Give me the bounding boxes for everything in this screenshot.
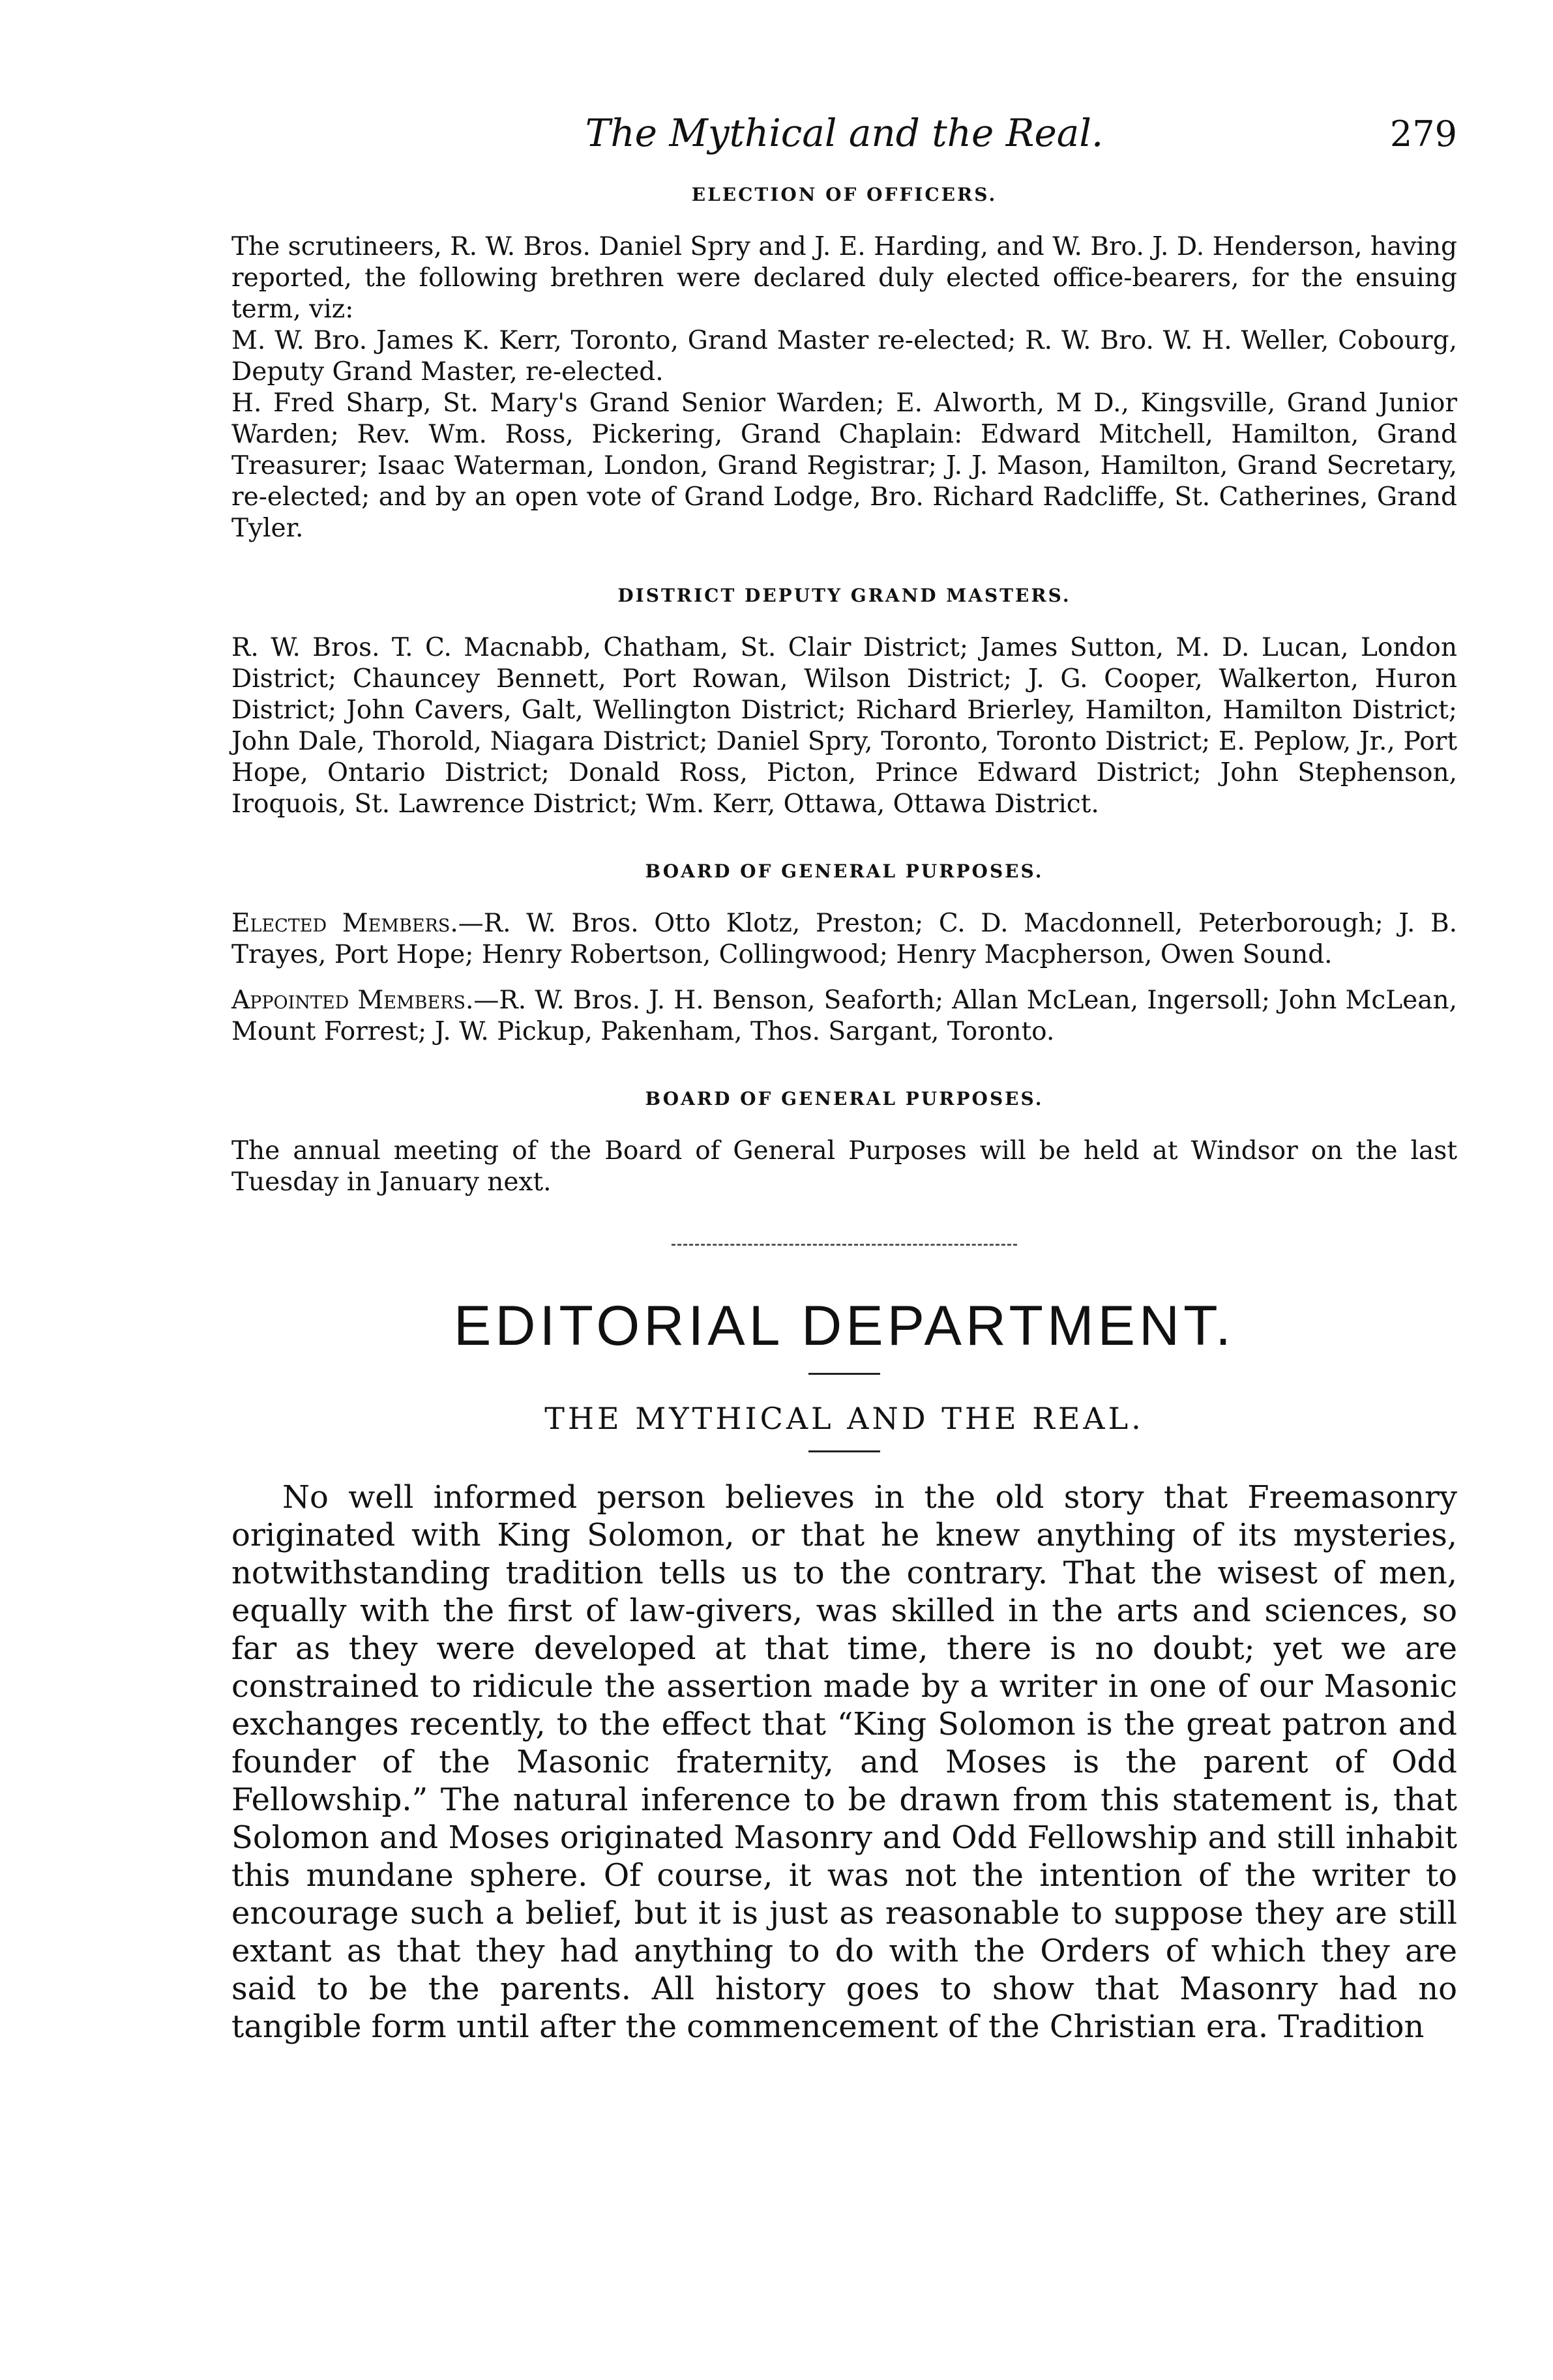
section-heading-board: BOARD OF GENERAL PURPOSES. <box>645 860 1044 882</box>
running-header <box>231 98 1457 169</box>
section-heading-board-2: BOARD OF GENERAL PURPOSES. <box>645 1088 1044 1109</box>
election-paragraph: M. W. Bro. James K. Kerr, Toronto, Grand Master re-elected; R. W. Bro. W. H. Weller, Cobourg, Deputy Grand Master, re-elected. <box>231 326 1457 387</box>
article-title: THE MYTHICAL AND THE REAL. <box>544 1401 1144 1436</box>
election-paragraph: The scrutineers, R. W. Bros. Daniel Spry and J. E. Harding, and W. Bro. J. D. Henderson, having reported, the following brethren were declared duly elected office-bearers, for the ensuing term, viz: <box>231 232 1457 324</box>
section-divider <box>672 1244 1017 1246</box>
heading-rule <box>808 1373 880 1375</box>
appointed-members-label: Appointed Members. <box>231 986 474 1015</box>
elected-members-label: Elected Members. <box>231 909 458 938</box>
editorial-heading: EDITORIAL DEPARTMENT. <box>453 1295 1235 1357</box>
elected-members-text: —R. W. Bros. Otto Klotz, Preston; C. D. Macdonnell, Peterborough; J. B. Trayes, Port Hope; Henry Robertson, Collingwood; Henry Macpherson, Owen Sound. <box>231 909 1457 969</box>
election-section <box>231 231 1457 544</box>
section-heading-district: DISTRICT DEPUTY GRAND MASTERS. <box>617 585 1071 606</box>
running-title: The Mythical and the Real. <box>585 111 1104 155</box>
election-paragraph: H. Fred Sharp, St. Mary's Grand Senior Warden; E. Alworth, M D., Kingsville, Grand Junior Warden; Rev. Wm. Ross, Pickering, Grand Chaplain: Edward Mitchell, Hamilton, Grand Treasurer; Isaac Waterman, London, Grand Registrar; J. J. Mason, Hamilton, Grand Secretary, re-elected; and by an open vote of Grand Lodge, Bro. Richard Radcliffe, St. Catherines, Grand Tyler. <box>231 389 1457 543</box>
elected-members-paragraph <box>231 908 1457 971</box>
board-meeting-paragraph: The annual meeting of the Board of General Purposes will be held at Windsor on the last Tuesday in January next. <box>231 1136 1457 1197</box>
appointed-members-paragraph <box>231 985 1457 1048</box>
section-heading-election: ELECTION OF OFFICERS. <box>691 184 998 205</box>
appointed-members-text: —R. W. Bros. J. H. Benson, Seaforth; Allan McLean, Ingersoll; John McLean, Mount Forrest; J. W. Pickup, Pakenham, Thos. Sargant, Toronto. <box>231 986 1458 1046</box>
district-paragraph: R. W. Bros. T. C. Macnabb, Chatham, St. Clair District; James Sutton, M. D. Lucan, London District; Chauncey Bennett, Port Rowan, Wilson District; J. G. Cooper, Walkerton, Huron District; John Cavers, Galt, Wellington District; Richard Brierley, Hamilton, Hamilton District; John Dale, Thorold, Niagara District; Daniel Spry, Toronto, Toronto District; E. Peplow, Jr., Port Hope, Ontario District; Donald Ross, Picton, Prince Edward District; John Stephenson, Iroquois, St. Lawrence District; Wm. Kerr, Ottawa, Ottawa District. <box>231 633 1457 819</box>
page <box>231 98 1457 2046</box>
article-body: No well informed person believes in the old story that Freemasonry originated with King Solomon, or that he knew anything of its mysteries, notwithstanding tradition tells us to the contrary. That the wisest of men, equally with the first of law-givers, was skilled in the arts and sciences, so far as they were developed at that time, there is no doubt; yet we are constrained to ridicule the assertion made by a writer in one of our Masonic exchanges recently, to the effect that “King Solomon is the great patron and founder of the Masonic fraternity, and Moses is the parent of Odd Fellowship.” The natural inference to be drawn from this statement is, that Solomon and Moses originated Masonry and Odd Fellowship and still inhabit this mundane sphere. Of course, it was not the intention of the writer to encourage such a belief, but it is just as reasonable to suppose they are still extant as that they had anything to do with the Orders of which they are said to be the parents. All history goes to show that Masonry had no tangible form until after the commencement of the Christian era. Tradition <box>231 1479 1457 2045</box>
page-number: 279 <box>1389 113 1457 154</box>
